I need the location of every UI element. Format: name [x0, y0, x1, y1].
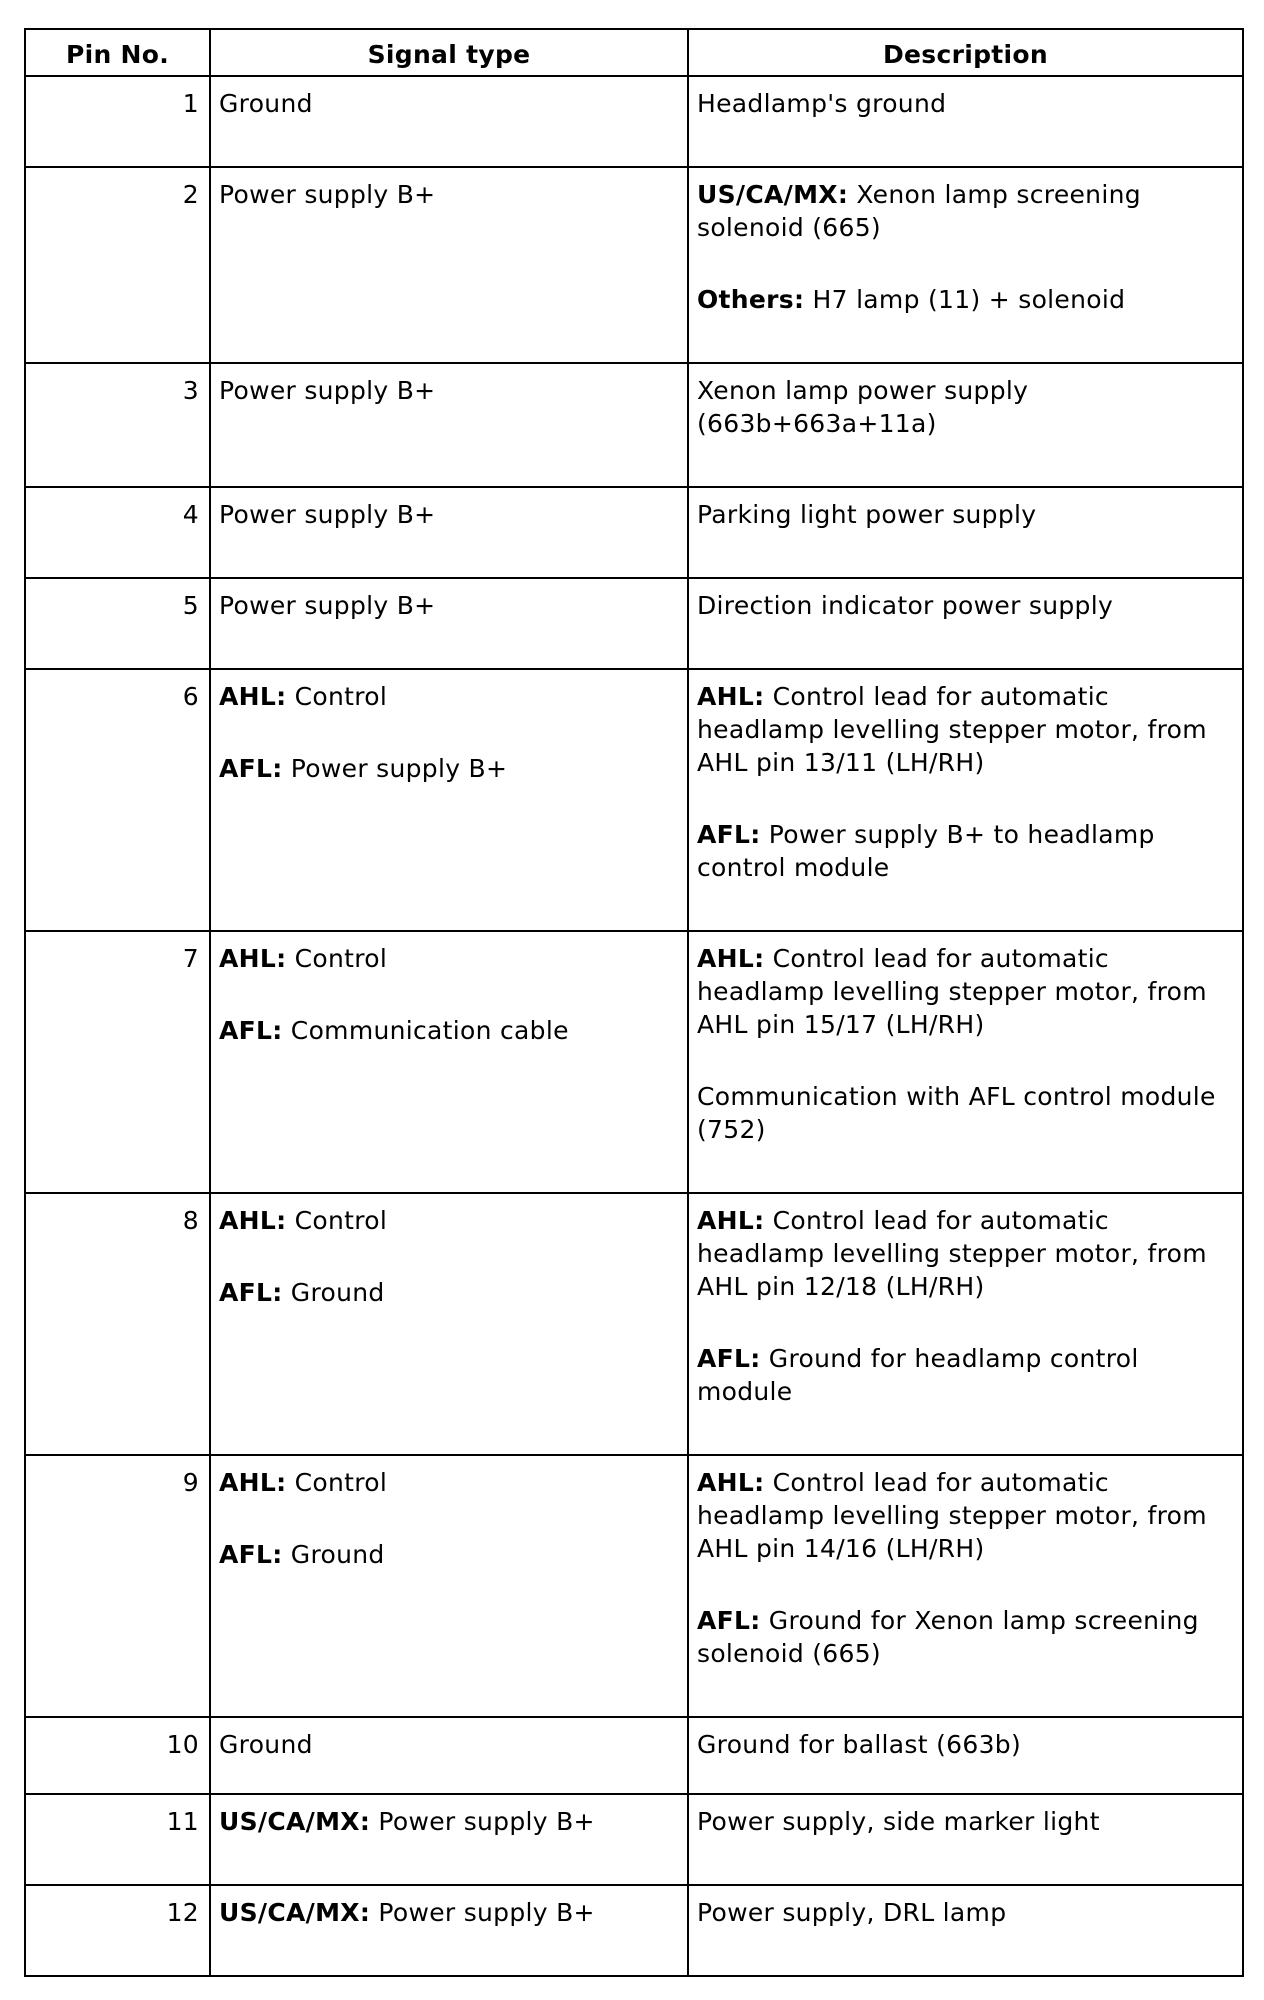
signal-type-cell [210, 487, 688, 578]
description-text: H7 lamp (11) + solenoid [804, 285, 1126, 314]
signal-bold-tag: AFL: [219, 1016, 283, 1045]
description-bold-tag: AFL: [697, 1606, 761, 1635]
description-cell [688, 931, 1243, 1193]
description-text: Control lead for automatic headlamp levelling stepper motor, from AHL pin 14/16 (LH/RH) [697, 1468, 1207, 1563]
header-pin-no: Pin No. [25, 29, 210, 76]
description-text: Communication with AFL control module (752) [697, 1082, 1216, 1144]
pin-number-cell: 10 [25, 1717, 210, 1794]
description-text: Power supply, side marker light [697, 1807, 1100, 1836]
description-paragraph [697, 1342, 1232, 1408]
description-text: Control lead for automatic headlamp levelling stepper motor, from AHL pin 13/11 (LH/RH) [697, 682, 1207, 777]
description-paragraph [697, 374, 1232, 440]
pin-assignment-table [24, 28, 1244, 1977]
signal-text: Ground [282, 1278, 385, 1307]
pin-number-cell: 6 [25, 669, 210, 931]
signal-text: Ground [219, 89, 313, 118]
table-row [25, 76, 1243, 167]
signal-text: Power supply B+ [282, 754, 508, 783]
description-cell [688, 1193, 1243, 1455]
signal-bold-tag: AHL: [219, 944, 287, 973]
table-row [25, 1794, 1243, 1885]
signal-bold-tag: US/CA/MX: [219, 1898, 371, 1927]
signal-paragraph [219, 1538, 677, 1571]
signal-paragraph [219, 1805, 677, 1838]
description-text: Ground for ballast (663b) [697, 1730, 1021, 1759]
description-bold-tag: AFL: [697, 1344, 761, 1373]
description-paragraph [697, 1728, 1232, 1761]
table-row [25, 1717, 1243, 1794]
pin-number-cell: 2 [25, 167, 210, 363]
table-row [25, 931, 1243, 1193]
description-paragraph [697, 818, 1232, 884]
description-text: Xenon lamp screening solenoid (665) [697, 180, 1141, 242]
signal-paragraph [219, 752, 677, 785]
description-text: Direction indicator power supply [697, 591, 1114, 620]
signal-text: Power supply B+ [219, 180, 436, 209]
signal-paragraph [219, 1014, 677, 1047]
signal-text: Control [286, 944, 388, 973]
signal-type-cell [210, 1717, 688, 1794]
description-text: Power supply, DRL lamp [697, 1898, 1007, 1927]
pin-number-cell: 1 [25, 76, 210, 167]
description-paragraph [697, 1204, 1232, 1303]
signal-paragraph [219, 1896, 677, 1929]
table-row [25, 1193, 1243, 1455]
description-paragraph [697, 1805, 1232, 1838]
description-cell [688, 669, 1243, 931]
signal-paragraph [219, 498, 677, 531]
signal-paragraph [219, 1728, 677, 1761]
signal-type-cell [210, 1193, 688, 1455]
table-body [25, 76, 1243, 1976]
description-cell [688, 578, 1243, 669]
description-paragraph [697, 1080, 1232, 1146]
description-bold-tag: US/CA/MX: [697, 180, 849, 209]
description-paragraph [697, 942, 1232, 1041]
description-paragraph [697, 87, 1232, 120]
signal-type-cell [210, 931, 688, 1193]
description-text: Headlamp's ground [697, 89, 947, 118]
signal-text: Power supply B+ [219, 500, 436, 529]
pin-number-cell: 9 [25, 1455, 210, 1717]
signal-paragraph [219, 942, 677, 975]
signal-type-cell [210, 363, 688, 487]
table-row [25, 1455, 1243, 1717]
signal-paragraph [219, 1466, 677, 1499]
description-bold-tag: AFL: [697, 820, 761, 849]
signal-type-cell [210, 578, 688, 669]
description-text: Control lead for automatic headlamp levelling stepper motor, from AHL pin 15/17 (LH/RH) [697, 944, 1207, 1039]
signal-type-cell [210, 167, 688, 363]
signal-text: Ground [282, 1540, 385, 1569]
description-cell [688, 76, 1243, 167]
signal-text: Control [286, 1206, 388, 1235]
description-text: Power supply B+ to headlamp control module [697, 820, 1155, 882]
signal-bold-tag: AFL: [219, 1278, 283, 1307]
signal-text: Power supply B+ [370, 1898, 595, 1927]
table-row [25, 487, 1243, 578]
description-text: Parking light power supply [697, 500, 1037, 529]
signal-bold-tag: AHL: [219, 682, 287, 711]
description-bold-tag: AHL: [697, 682, 765, 711]
signal-type-cell [210, 1794, 688, 1885]
description-bold-tag: Others: [697, 285, 805, 314]
description-paragraph [697, 1896, 1232, 1929]
signal-paragraph [219, 178, 677, 211]
pin-number-cell: 5 [25, 578, 210, 669]
signal-text: Power supply B+ [370, 1807, 595, 1836]
signal-bold-tag: AHL: [219, 1206, 287, 1235]
description-bold-tag: AHL: [697, 944, 765, 973]
signal-type-cell [210, 76, 688, 167]
signal-bold-tag: AFL: [219, 754, 283, 783]
signal-bold-tag: AFL: [219, 1540, 283, 1569]
signal-text: Power supply B+ [219, 591, 436, 620]
description-bold-tag: AHL: [697, 1206, 765, 1235]
signal-paragraph [219, 589, 677, 622]
signal-paragraph [219, 1204, 677, 1237]
description-paragraph [697, 1604, 1232, 1670]
table-row [25, 669, 1243, 931]
table-row [25, 578, 1243, 669]
signal-paragraph [219, 1276, 677, 1309]
description-cell [688, 1455, 1243, 1717]
table-row [25, 167, 1243, 363]
description-paragraph [697, 1466, 1232, 1565]
pin-number-cell: 11 [25, 1794, 210, 1885]
table-row [25, 1885, 1243, 1976]
signal-text: Power supply B+ [219, 376, 436, 405]
signal-paragraph [219, 680, 677, 713]
signal-text: Ground [219, 1730, 313, 1759]
signal-type-cell [210, 1455, 688, 1717]
description-paragraph [697, 589, 1232, 622]
table-row [25, 363, 1243, 487]
signal-bold-tag: US/CA/MX: [219, 1807, 371, 1836]
description-cell [688, 1717, 1243, 1794]
description-paragraph [697, 680, 1232, 779]
pin-number-cell: 12 [25, 1885, 210, 1976]
description-cell [688, 1794, 1243, 1885]
header-signal-type: Signal type [210, 29, 688, 76]
description-cell [688, 363, 1243, 487]
description-bold-tag: AHL: [697, 1468, 765, 1497]
signal-type-cell [210, 1885, 688, 1976]
pin-number-cell: 3 [25, 363, 210, 487]
signal-paragraph [219, 87, 677, 120]
description-text: Control lead for automatic headlamp levelling stepper motor, from AHL pin 12/18 (LH/RH) [697, 1206, 1207, 1301]
signal-type-cell [210, 669, 688, 931]
signal-text: Control [286, 682, 388, 711]
header-row [25, 29, 1243, 76]
signal-paragraph [219, 374, 677, 407]
pin-number-cell: 8 [25, 1193, 210, 1455]
signal-text: Communication cable [282, 1016, 569, 1045]
pin-number-cell: 4 [25, 487, 210, 578]
description-paragraph [697, 283, 1232, 316]
signal-text: Control [286, 1468, 388, 1497]
header-description: Description [688, 29, 1243, 76]
description-cell [688, 487, 1243, 578]
description-cell [688, 1885, 1243, 1976]
pin-number-cell: 7 [25, 931, 210, 1193]
description-paragraph [697, 498, 1232, 531]
signal-bold-tag: AHL: [219, 1468, 287, 1497]
description-cell [688, 167, 1243, 363]
description-text: Ground for Xenon lamp screening solenoid (665) [697, 1606, 1199, 1668]
description-text: Xenon lamp power supply (663b+663a+11a) [697, 376, 1029, 438]
description-paragraph [697, 178, 1232, 244]
description-text: Ground for headlamp control module [697, 1344, 1139, 1406]
